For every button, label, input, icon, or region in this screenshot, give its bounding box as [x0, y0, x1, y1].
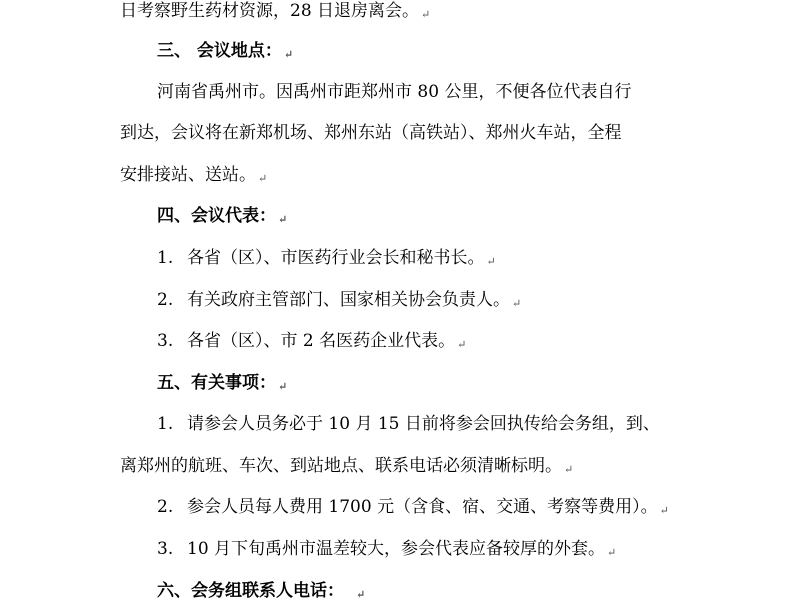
- heading-text: 六、会务组联系人电话：: [157, 581, 344, 601]
- line-text: 安排接站、送站。: [120, 165, 256, 185]
- line-text: 各省（区）、市医药行业会长和秘书长。: [187, 248, 485, 268]
- list-item-delegates-2: [157, 285, 521, 315]
- section-heading-venue: [157, 36, 293, 66]
- section-heading-notes: [157, 368, 287, 398]
- paragraph-mark-icon: ↵: [486, 255, 496, 268]
- paragraph-mark-icon: ↵: [278, 213, 288, 226]
- paragraph-mark-icon: ↵: [278, 380, 288, 393]
- text-line-venue-1: [157, 77, 631, 107]
- line-text: 河南省禹州市。因禹州市距郑州市 80 公里，不便各位代表自行: [157, 82, 632, 102]
- paragraph-mark-icon: ↵: [457, 338, 467, 351]
- section-heading-delegates: [157, 201, 287, 231]
- list-number: 1.: [157, 248, 174, 268]
- line-text: 请参会人员务必于 10 月 15 日前将参会回执传给会务组，到、: [187, 414, 660, 434]
- heading-text: 三、 会议地点：: [157, 41, 282, 61]
- paragraph-mark-icon: ↵: [356, 588, 366, 601]
- text-line-venue-2: [120, 118, 622, 148]
- section-heading-contacts: [157, 576, 365, 606]
- text-line-closing-schedule: [120, 0, 430, 26]
- list-number: 3.: [157, 331, 174, 351]
- line-text: 到达，会议将在新郑机场、郑州东站（高铁站）、郑州火车站，全程: [120, 123, 622, 143]
- list-item-delegates-3: [157, 326, 466, 356]
- line-text: 离郑州的航班、车次、到站地点、联系电话必须清晰标明。: [120, 456, 562, 476]
- list-item-notes-1-continued: [120, 451, 573, 481]
- line-text: 有关政府主管部门、国家相关协会负责人。: [187, 290, 510, 310]
- paragraph-mark-icon: ↵: [564, 463, 574, 476]
- heading-text: 五、有关事项：: [157, 373, 276, 393]
- list-number: 3.: [157, 539, 174, 559]
- text-line-venue-3: [120, 160, 267, 190]
- paragraph-mark-icon: ↵: [607, 546, 617, 559]
- list-number: 1.: [157, 414, 174, 434]
- line-text: 各省（区）、市 2 名医药企业代表。: [187, 331, 456, 351]
- paragraph-mark-icon: ↵: [512, 297, 522, 310]
- list-number: 2.: [157, 497, 174, 517]
- paragraph-mark-icon: ↵: [659, 504, 669, 517]
- paragraph-mark-icon: ↵: [283, 48, 294, 61]
- list-number: 2.: [157, 290, 174, 310]
- list-item-notes-2: [157, 492, 669, 522]
- list-item-notes-1: [157, 409, 660, 439]
- list-item-notes-3: [157, 534, 616, 564]
- line-text: 10 月下旬禹州市温差较大，参会代表应备较厚的外套。: [187, 539, 606, 559]
- heading-text: 四、会议代表：: [157, 206, 276, 226]
- paragraph-mark-icon: ↵: [421, 8, 431, 21]
- list-item-delegates-1: [157, 243, 496, 273]
- line-text: 日考察野生药材资源，28 日退房离会。: [120, 1, 420, 21]
- paragraph-mark-icon: ↵: [258, 172, 268, 185]
- line-text: 参会人员每人费用 1700 元（含食、宿、交通、考察等费用）。: [187, 497, 658, 517]
